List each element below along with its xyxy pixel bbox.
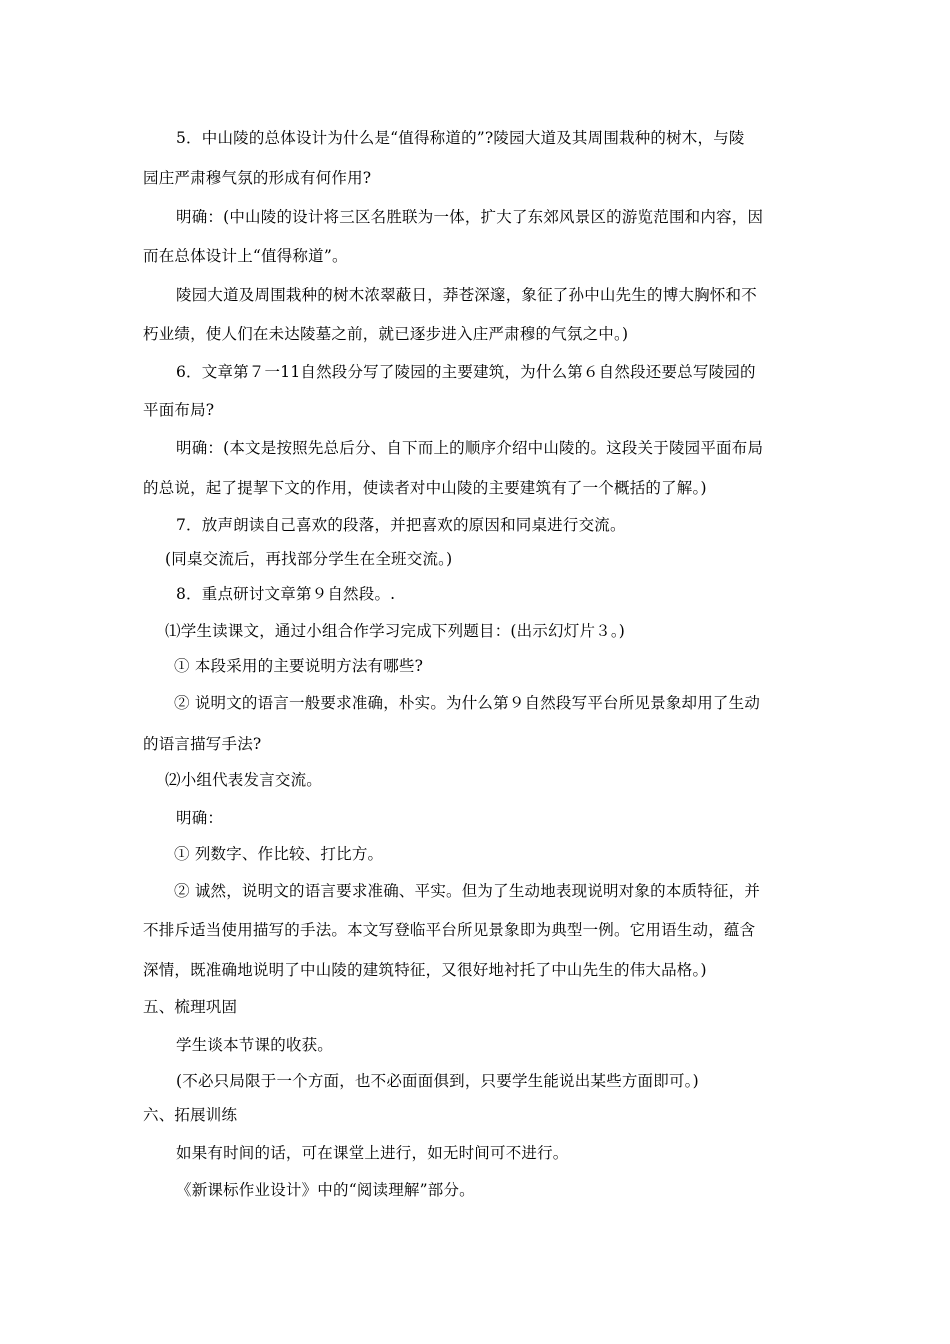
q8-item-2-line-1: ② 说明文的语言一般要求准确，朴实。为什么第９自然段写平台所见景象却用了生动 bbox=[174, 694, 761, 712]
q5-line-2: 园庄严肃穆气氛的形成有何作用? bbox=[143, 169, 372, 187]
q6-line-1: 6．文章第７一11自然段分写了陵园的主要建筑，为什么第６自然段还要总写陵园的 bbox=[176, 363, 756, 381]
section-6-line-2: 《新课标作业设计》中的“阅读理解”部分。 bbox=[176, 1181, 475, 1199]
q5-answer-line-4: 朽业绩，使人们在未达陵墓之前，就已逐步进入庄严肃穆的气氛之中。) bbox=[143, 325, 629, 343]
q8-answer-2-line-2: 不排斥适当使用描写的手法。本文写登临平台所见景象即为典型一例。它用语生动，蕴含 bbox=[143, 921, 756, 939]
section-6-heading: 六、拓展训练 bbox=[143, 1106, 238, 1124]
section-6-line-1: 如果有时间的话，可在课堂上进行，如无时间可不进行。 bbox=[176, 1144, 569, 1162]
q8-answer-2-line-1: ② 诚然，说明文的语言要求准确、平实。但为了生动地表现说明对象的本质特征，并 bbox=[174, 882, 761, 900]
q5-answer-line-3: 陵园大道及周围栽种的树木浓翠蔽日，莽苍深邃，象征了孙中山先生的博大胸怀和不 bbox=[176, 286, 757, 304]
q5-answer-line-1: 明确：(中山陵的设计将三区名胜联为一体，扩大了东郊风景区的游览范围和内容，因 bbox=[176, 208, 764, 226]
q7-line: 7．放声朗读自己喜欢的段落，并把喜欢的原因和同桌进行交流。 bbox=[176, 516, 626, 534]
q8-sub-2: ⑵小组代表发言交流。 bbox=[165, 771, 323, 789]
q8-line: 8．重点研讨文章第９自然段。. bbox=[176, 585, 396, 603]
q6-answer-line-1: 明确：(本文是按照先总后分、自下而上的顺序介绍中山陵的。这段关于陵园平面布局 bbox=[176, 439, 764, 457]
q5-answer-line-2: 而在总体设计上“值得称道”。 bbox=[143, 247, 348, 265]
q7-note: (同桌交流后，再找部分学生在全班交流。) bbox=[165, 550, 453, 568]
section-5-heading: 五、梳理巩固 bbox=[143, 998, 238, 1016]
section-5-line-2: (不必只局限于一个方面，也不必面面俱到，只要学生能说出某些方面即可。) bbox=[176, 1072, 699, 1090]
q6-line-2: 平面布局? bbox=[143, 401, 215, 419]
q8-answer-label: 明确： bbox=[176, 809, 224, 827]
q8-answer-1: ① 列数字、作比较、打比方。 bbox=[174, 845, 384, 863]
q8-item-1: ① 本段采用的主要说明方法有哪些? bbox=[174, 657, 424, 675]
q8-sub-1: ⑴学生读课文，通过小组合作学习完成下列题目：(出示幻灯片３。) bbox=[165, 622, 626, 640]
section-5-line-1: 学生谈本节课的收获。 bbox=[176, 1036, 334, 1054]
q8-item-2-line-2: 的语言描写手法? bbox=[143, 735, 262, 753]
q8-answer-2-line-3: 深情，既准确地说明了中山陵的建筑特征，又很好地衬托了中山先生的伟大品格。) bbox=[143, 961, 707, 979]
q5-line-1: 5．中山陵的总体设计为什么是“值得称道的”?陵园大道及其周围栽种的树木，与陵 bbox=[176, 129, 745, 147]
q6-answer-line-2: 的总说，起了提挈下文的作用，使读者对中山陵的主要建筑有了一个概括的了解。) bbox=[143, 479, 707, 497]
